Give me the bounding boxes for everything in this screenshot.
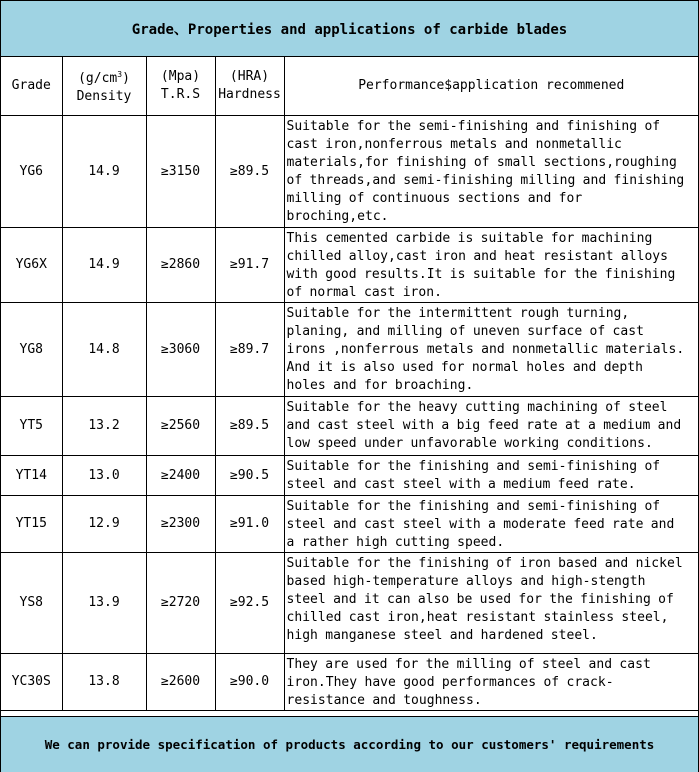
grade-cell: YC30S [1, 653, 62, 710]
hardness-label: Hardness [218, 86, 281, 102]
trs-cell: ≥2600 [146, 653, 215, 710]
grade-rows [1, 115, 698, 710]
trs-cell: ≥2720 [146, 552, 215, 653]
density-cell: 13.0 [62, 455, 146, 495]
hardness-cell: ≥90.0 [215, 653, 284, 710]
trs-cell: ≥2860 [146, 227, 215, 302]
density-cell: 13.9 [62, 552, 146, 653]
performance-cell [284, 495, 698, 552]
performance-line: Suitable for the heavy cutting machining of steel [286, 399, 668, 415]
performance-line: cast iron,nonferrous metals and nonmetallic [286, 136, 622, 152]
header-row [1, 57, 698, 115]
performance-cell [284, 396, 698, 455]
density-label: Density [76, 88, 132, 104]
performance-line: They are used for the milling of steel and cast [286, 656, 651, 672]
density-cell: 13.2 [62, 396, 146, 455]
trs-cell: ≥3060 [146, 302, 215, 396]
performance-line: chilled cast iron,heat resistant stainless steel, [286, 609, 669, 625]
performance-line: This cemented carbide is suitable for machining [286, 230, 653, 246]
performance-line: holes and for broaching. [286, 377, 474, 393]
hardness-unit: (HRA) [229, 68, 270, 84]
table-row [1, 552, 698, 653]
trs-cell: ≥2400 [146, 455, 215, 495]
performance-line: resistance and toughness. [286, 692, 482, 708]
performance-line: with good results.It is suitable for the finishing [286, 266, 676, 282]
performance-line: low speed under unfavorable working conditions. [286, 435, 653, 451]
grade-cell: YS8 [1, 552, 62, 653]
performance-line: Suitable for the intermittent rough turning, [286, 305, 630, 321]
hardness-cell: ≥89.7 [215, 302, 284, 396]
performance-line: a rather high cutting speed. [286, 534, 505, 550]
hardness-header [215, 57, 284, 115]
grade-cell: YG6X [1, 227, 62, 302]
performance-line: steel and cast steel with a medium feed rate. [286, 476, 636, 492]
performance-line: materials,for finishing of small sections,roughing [286, 154, 677, 170]
performance-line: Suitable for the finishing and semi-finishing of [286, 458, 661, 474]
performance-line: milling of continuous sections and for [286, 190, 583, 206]
trs-unit: (Mpa) [160, 68, 201, 84]
performance-cell [284, 455, 698, 495]
trs-cell: ≥2300 [146, 495, 215, 552]
performance-line: high manganese steel and hardened steel. [286, 627, 598, 643]
performance-line: of threads,and semi-finishing milling and finishing [286, 172, 685, 188]
hardness-cell: ≥91.0 [215, 495, 284, 552]
grade-cell: YT15 [1, 495, 62, 552]
grade-cell: YT5 [1, 396, 62, 455]
performance-line: steel and it can also be used for the finishing of [286, 591, 674, 607]
table-row [1, 115, 698, 227]
density-header [62, 57, 146, 115]
grades-table [1, 57, 698, 711]
performance-line: chilled alloy,cast iron and heat resistant alloys [286, 248, 668, 264]
grade-header: Grade [1, 57, 62, 115]
table-row [1, 227, 698, 302]
performance-line: iron.They have good performances of crack- [286, 674, 614, 690]
density-unit: $(g/cm^3)$ [78, 69, 130, 86]
performance-line: Suitable for the finishing and semi-finishing of [286, 498, 661, 514]
hardness-cell: ≥89.5 [215, 396, 284, 455]
trs-cell: ≥3150 [146, 115, 215, 227]
performance-line: steel and cast steel with a moderate feed rate and [286, 516, 675, 532]
table-row [1, 495, 698, 552]
density-cell: 12.9 [62, 495, 146, 552]
trs-header [146, 57, 215, 115]
density-cell: 14.9 [62, 115, 146, 227]
performance-cell [284, 227, 698, 302]
table-row [1, 396, 698, 455]
footer-note: We can provide specification of products according to our customers' requirements [1, 716, 698, 772]
density-cell: 14.8 [62, 302, 146, 396]
performance-line: and cast steel with a big feed rate at a medium and [286, 417, 682, 433]
performance-line: irons ,nonferrous metals and nonmetallic materials. [286, 341, 685, 357]
performance-line: Suitable for the semi-finishing and finishing of [286, 118, 661, 134]
performance-line: based high-temperature alloys and high-stength [286, 573, 646, 589]
table-row [1, 653, 698, 710]
performance-cell [284, 552, 698, 653]
table-row [1, 455, 698, 495]
hardness-cell: ≥89.5 [215, 115, 284, 227]
grade-cell: YG6 [1, 115, 62, 227]
density-cell: 13.8 [62, 653, 146, 710]
performance-cell [284, 653, 698, 710]
grade-cell: YG8 [1, 302, 62, 396]
performance-line: broching,etc. [286, 208, 389, 224]
page-title: Grade、Properties and applications of carbide blades [1, 1, 698, 57]
trs-cell: ≥2560 [146, 396, 215, 455]
performance-cell [284, 302, 698, 396]
performance-header: Performance$application recommened [284, 57, 698, 115]
hardness-cell: ≥90.5 [215, 455, 284, 495]
table-row [1, 302, 698, 396]
performance-line: Suitable for the finishing of iron based and nickel [286, 555, 683, 571]
grade-cell: YT14 [1, 455, 62, 495]
hardness-cell: ≥91.7 [215, 227, 284, 302]
performance-line: of normal cast iron. [286, 284, 442, 300]
performance-cell [284, 115, 698, 227]
performance-line: And it is also used for normal holes and depth [286, 359, 643, 375]
performance-line: planing, and milling of uneven surface of cast [286, 323, 644, 339]
trs-label: T.R.S [160, 86, 201, 102]
hardness-cell: ≥92.5 [215, 552, 284, 653]
density-cell: 14.9 [62, 227, 146, 302]
